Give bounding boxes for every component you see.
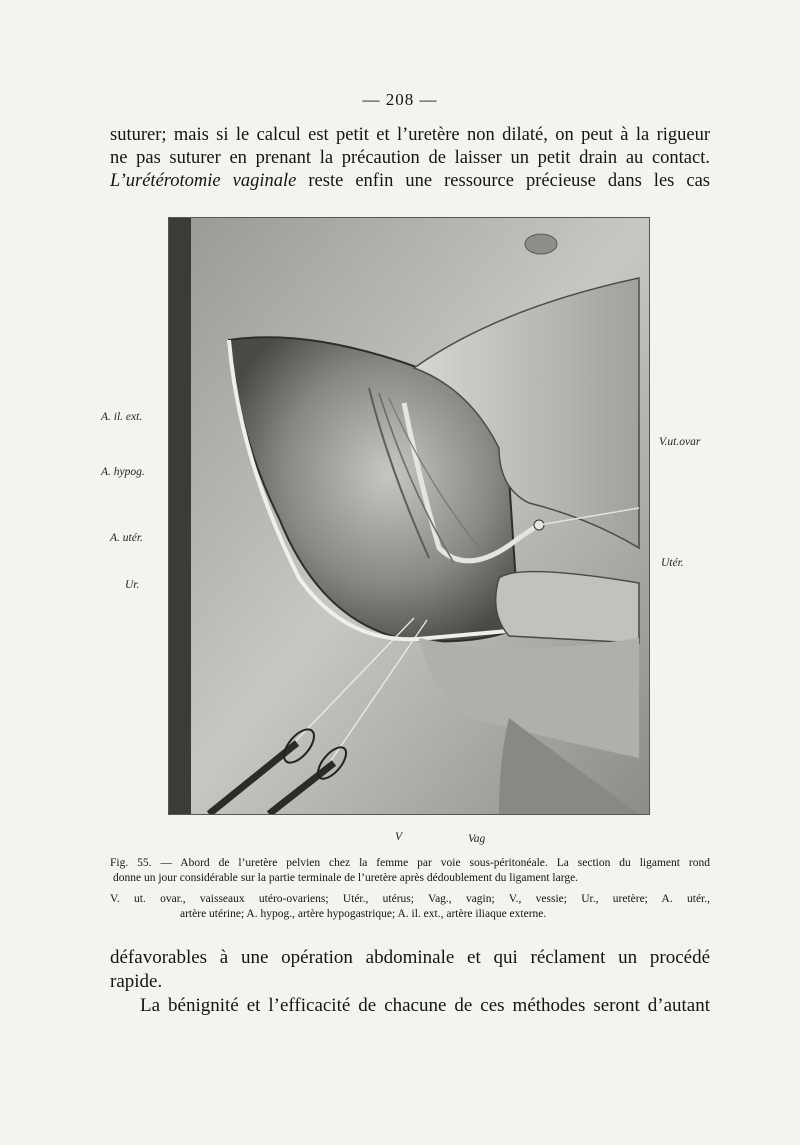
left-shadow <box>169 218 191 814</box>
label-v-ut-ovar: V.ut.ovar <box>659 436 701 448</box>
italic-term: L’urétérotomie vaginale <box>110 171 297 191</box>
label-a-uter: A. utér. <box>110 532 143 544</box>
legend-line: V. ut. ovar., vaisseaux utéro-ovariens; Utér., utérus; Vag., vagin; V., vessie; Ur., uretère; A. utér., <box>110 893 710 905</box>
illustration-drawing <box>169 218 649 814</box>
legend-line: artère utérine; A. hypog., artère hypogastrique; A. il. ext., artère iliaque externe. <box>180 908 547 920</box>
paragraph-line: rapide. <box>110 971 163 992</box>
label-vag: Vag <box>468 833 486 845</box>
label-a-hypog: A. hypog. <box>101 466 145 478</box>
figure-legend <box>110 892 710 922</box>
paragraph-line: ne pas suturer en prenant la précaution de laisser un petit drain au contact. <box>110 148 710 168</box>
top-paragraph <box>110 124 710 193</box>
label-v: V <box>395 831 403 843</box>
anatomical-illustration <box>168 217 650 815</box>
paragraph-line-rest: reste enfin une ressource précieuse dans les cas <box>296 171 710 191</box>
label-ur: Ur. <box>125 579 140 591</box>
lower-retractor <box>496 572 639 643</box>
paragraph-line <box>110 170 710 193</box>
page-number: — 208 — <box>362 90 438 109</box>
caption-line: donne un jour considérable sur la partie terminale de l’uretère après dédoublement du ligament large. <box>113 872 579 884</box>
figure-caption <box>110 856 710 886</box>
navel <box>525 234 557 254</box>
label-a-il-ext: A. il. ext. <box>101 411 143 423</box>
paragraph-line: La bénignité et l’efficacité de chacune de ces méthodes seront d’autant <box>140 995 710 1016</box>
paragraph-line: défavorables à une opération abdominale et qui réclament un procédé <box>110 947 710 968</box>
bottom-paragraph <box>110 946 710 1018</box>
label-uter: Utér. <box>661 557 684 569</box>
paragraph-line: suturer; mais si le calcul est petit et l’uretère non dilaté, on peut à la rigueur <box>110 125 710 145</box>
caption-line: Fig. 55. — Abord de l’uretère pelvien chez la femme par voie sous-péritonéale. La section du ligament rond <box>110 857 710 869</box>
